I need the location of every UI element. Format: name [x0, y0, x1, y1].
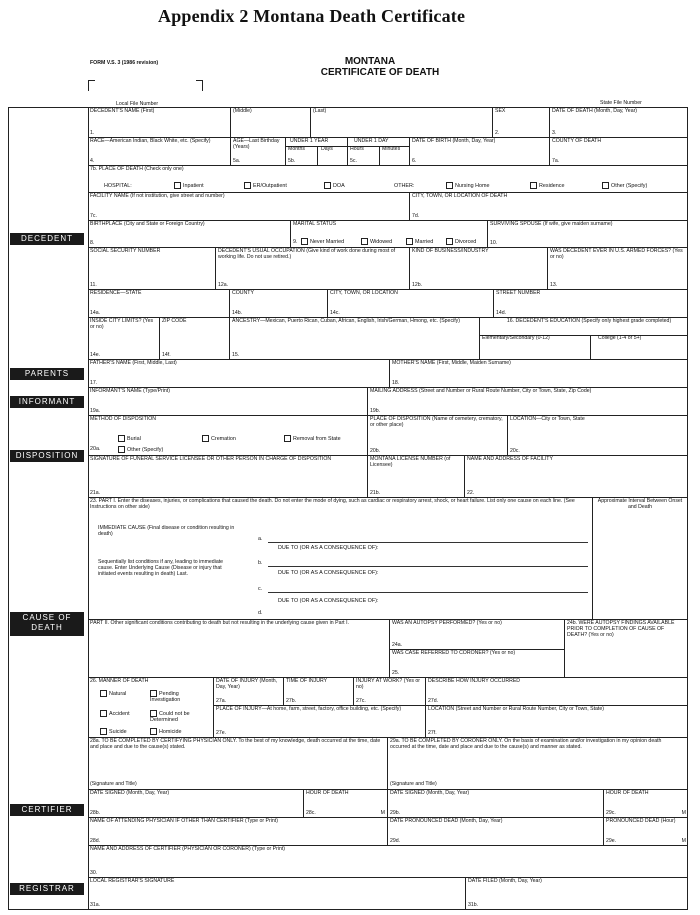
cause-line-c[interactable]: [268, 592, 588, 593]
local-file-number: Local File Number: [116, 101, 159, 107]
form-title: CERTIFICATE OF DEATH: [320, 67, 440, 78]
married-option[interactable]: Married: [406, 238, 433, 245]
file-bracket-left: [88, 80, 95, 91]
due-to-label: DUE TO (OR AS A CONSEQUENCE OF):: [278, 570, 379, 576]
race-field[interactable]: RACE—American Indian, Black White, etc. (Specify) 4.: [88, 138, 231, 166]
occupation-field[interactable]: DECEDENT'S USUAL OCCUPATION (Give kind of work done during most of working life. Do not use retired.) 12a.: [216, 248, 410, 290]
label: LOCATION—City or Town, State: [510, 416, 585, 422]
marital-status-field: MARITAL STATUS 9. Never Married Widowed Married Divorced: [291, 221, 488, 248]
label: COUNTY: [232, 290, 254, 296]
label: DECEDENT'S NAME (First): [90, 108, 155, 114]
checkbox[interactable]: [174, 182, 181, 189]
section-cause-of-death: CAUSE OF DEATH: [10, 612, 84, 636]
label: DATE OF DEATH (Month, Day, Year): [552, 108, 638, 114]
physician-date-signed-field[interactable]: DATE SIGNED (Month, Day, Year) 28b.: [88, 790, 304, 818]
attending-physician-field[interactable]: NAME OF ATTENDING PHYSICIAN IF OTHER THAN CERTIFIER (Type or Print) 28d.: [88, 818, 388, 846]
label: ZIP CODE: [162, 318, 187, 324]
homicide-option[interactable]: Homicide: [150, 728, 181, 735]
label: Minutes: [382, 146, 401, 152]
label: 24b. WERE AUTOPSY FINDINGS AVAILABLE PRIOR TO COMPLETION OF CAUSE OF DEATH? (Yes or no): [567, 620, 675, 638]
label: ANCESTRY—Mexican, Puerto Rican, Cuban, African, English, Irish/German, Hmong, etc. (Specify): [232, 318, 460, 324]
label: (Last): [313, 108, 327, 114]
form-revision: FORM V.S. 3 (1986 revision): [90, 60, 159, 66]
label: (Middle): [233, 108, 252, 114]
mailing-address-field[interactable]: MAILING ADDRESS (Street and Number or Rural Route Number, City or Town, State, Zip Code) 19b.: [368, 388, 688, 416]
cremation-option[interactable]: Cremation: [202, 435, 236, 442]
state-file-number: State File Number: [600, 100, 642, 106]
education-field: [480, 318, 688, 360]
city-of-death-field[interactable]: CITY, TOWN, OR LOCATION OF DEATH 7d.: [410, 193, 688, 221]
checkbox[interactable]: [100, 728, 107, 735]
decedent-first-name-field[interactable]: DECEDENT'S NAME (First) 1.: [88, 108, 231, 138]
label: CITY, TOWN, OR LOCATION OF DEATH: [412, 193, 508, 199]
checkbox[interactable]: [150, 728, 157, 735]
facility-address-field[interactable]: NAME AND ADDRESS OF FACILITY 22.: [465, 456, 688, 498]
license-number-field[interactable]: MONTANA LICENSE NUMBER (of Licensee) 21b.: [368, 456, 465, 498]
hospital-label: HOSPITAL:: [104, 183, 132, 189]
widowed-option[interactable]: Widowed: [361, 238, 392, 245]
label: STREET NUMBER: [496, 290, 541, 296]
due-to-label: DUE TO (OR AS A CONSEQUENCE OF):: [278, 545, 379, 551]
label: Approximate Interval Between Onset and Death: [597, 498, 683, 510]
label: DATE SIGNED (Month, Day, Year): [90, 790, 170, 796]
checkbox[interactable]: [118, 435, 125, 442]
immediate-cause-label: IMMEDIATE CAUSE (Final disease or condition resulting in death): [98, 525, 235, 537]
injury-at-work-field[interactable]: INJURY AT WORK? (Yes or no) 27c.: [354, 678, 426, 706]
form-state: MONTANA: [344, 56, 396, 67]
location-disposition-field[interactable]: LOCATION—City or Town, State 20c.: [508, 416, 688, 456]
checkbox[interactable]: [100, 710, 107, 717]
label: WAS DECEDENT EVER IN U.S. ARMED FORCES? (Yes or no): [550, 248, 683, 260]
label: FATHER'S NAME (First, Middle, Last): [90, 360, 177, 366]
label: Hours: [350, 146, 364, 152]
label: Days: [321, 146, 333, 152]
natural-option[interactable]: Natural: [100, 690, 126, 697]
label: DATE OF INJURY (Month, Day, Year): [216, 678, 278, 690]
label: HOUR OF DEATH: [606, 790, 649, 796]
checkbox[interactable]: [406, 238, 413, 245]
suicide-option[interactable]: Suicide: [100, 728, 127, 735]
birthplace-field[interactable]: BIRTHPLACE (City and State or Foreign Country) 8.: [88, 221, 291, 248]
residence-city-field[interactable]: CITY, TOWN, OR LOCATION 14c.: [328, 290, 494, 318]
signature-title-label: (Signature and Title): [90, 781, 137, 787]
mother-name-field[interactable]: MOTHER'S NAME (First, Middle, Maiden Surname) 18.: [390, 360, 688, 388]
label: 16. DECEDENT'S EDUCATION (Specify only highest grade completed): [506, 318, 672, 324]
label: AGE—Last Birthday (Years): [233, 138, 280, 150]
file-bracket-right: [196, 80, 203, 91]
label: MOTHER'S NAME (First, Middle, Maiden Surname): [392, 360, 511, 366]
armed-forces-field[interactable]: WAS DECEDENT EVER IN U.S. ARMED FORCES? (Yes or no) 13.: [548, 248, 688, 290]
father-name-field[interactable]: FATHER'S NAME (First, Middle, Last) 17.: [88, 360, 390, 388]
date-of-birth-field[interactable]: DATE OF BIRTH (Month, Day, Year) 6.: [410, 138, 550, 166]
label: INFORMANT'S NAME (Type/Print): [90, 388, 170, 394]
label: LOCAL REGISTRAR'S SIGNATURE: [90, 878, 175, 884]
label: PART II. Other significant conditions contributing to death but not resulting in the underlying cause given in Part I.: [90, 620, 349, 626]
label: MONTANA LICENSE NUMBER (of Licensee): [370, 456, 451, 468]
sex-field[interactable]: SEX 2.: [493, 108, 550, 138]
date-pronounced-field[interactable]: DATE PRONOUNCED DEAD (Month, Day, Year) 29d.: [388, 818, 604, 846]
label: SEX: [495, 108, 506, 114]
label: MARITAL STATUS: [293, 221, 337, 227]
other-specify-option[interactable]: Other (Specify): [602, 182, 647, 189]
label: RESIDENCE—STATE: [90, 290, 142, 296]
label: Months: [288, 146, 306, 152]
label: MAILING ADDRESS (Street and Number or Rural Route Number, City or Town, State, Zip Code): [370, 388, 592, 394]
label: DATE PRONOUNCED DEAD (Month, Day, Year): [390, 818, 503, 824]
checkbox[interactable]: [324, 182, 331, 189]
part-two-field[interactable]: [88, 620, 390, 678]
coroner-certification-field[interactable]: [388, 738, 688, 790]
label: NAME OF ATTENDING PHYSICIAN IF OTHER THAN CERTIFIER (Type or Print): [90, 818, 278, 824]
cause-line-b[interactable]: [268, 566, 588, 567]
checkbox[interactable]: [361, 238, 368, 245]
checkbox[interactable]: [446, 182, 453, 189]
label: TIME OF INJURY: [286, 678, 328, 684]
checkbox[interactable]: [244, 182, 251, 189]
checkbox[interactable]: [118, 446, 125, 453]
label: PRONOUNCED DEAD (Hour): [606, 818, 676, 824]
label: WAS AN AUTOPSY PERFORMED? (Yes or no): [392, 620, 502, 626]
age-field[interactable]: AGE—Last Birthday (Years) 5a.: [231, 138, 286, 166]
decedent-last-name-field[interactable]: [311, 108, 493, 138]
coroner-hour-field[interactable]: HOUR OF DEATH 29c. M: [606, 790, 686, 816]
label: KIND OF BUSINESS/INDUSTRY: [412, 248, 489, 254]
inpatient-option[interactable]: Inpatient: [174, 182, 204, 189]
never-married-option[interactable]: Never Married: [301, 238, 344, 245]
label: SOCIAL SECURITY NUMBER: [90, 248, 161, 254]
label: RACE—American Indian, Black White, etc. (Specify): [90, 138, 211, 144]
label: DECEDENT'S USUAL OCCUPATION (Give kind of work done during most of working life. Do not use retired.): [218, 248, 396, 260]
label: CITY, TOWN, OR LOCATION: [330, 290, 398, 296]
decedent-middle-name-field[interactable]: [231, 108, 311, 138]
label: DATE OF BIRTH (Month, Day, Year): [412, 138, 496, 144]
label: 7b. PLACE OF DEATH (Check only one): [90, 166, 184, 172]
college-label: College (1-4 or 5+): [598, 335, 642, 341]
checkbox[interactable]: [100, 690, 107, 697]
elementary-label: Elementary/Secondary (0-12): [482, 335, 550, 341]
burial-option[interactable]: Burial: [118, 435, 141, 442]
date-of-death-field[interactable]: DATE OF DEATH (Month, Day, Year) 3.: [550, 108, 688, 138]
residence-state-field[interactable]: RESIDENCE—STATE 14a.: [88, 290, 230, 318]
section-decedent: DECEDENT: [10, 233, 84, 245]
label: INJURY AT WORK? (Yes or no): [356, 678, 420, 690]
ancestry-field[interactable]: ANCESTRY—Mexican, Puerto Rican, Cuban, African, English, Irish/German, Hmong, etc. (Specify) 15.: [230, 318, 480, 360]
informant-name-field[interactable]: INFORMANT'S NAME (Type/Print) 19a.: [88, 388, 368, 416]
place-of-disposition-field[interactable]: PLACE OF DISPOSITION (Name of cemetery, crematory, or other place) 20b.: [368, 416, 508, 456]
signature-title-label: (Signature and Title): [390, 781, 437, 787]
checkbox[interactable]: [301, 238, 308, 245]
label: DATE SIGNED (Month, Day, Year): [390, 790, 470, 796]
autopsy-findings-field[interactable]: [565, 620, 688, 678]
appendix-title: Appendix 2 Montana Death Certificate: [158, 6, 466, 26]
describe-injury-field[interactable]: DESCRIBE HOW INJURY OCCURRED 27d.: [426, 678, 688, 706]
sequential-label: Sequentially list conditions if any, leading to immediate cause. Enter Underlying Cause (Disease or injury that initiated events resulting in death) Last.: [98, 559, 224, 577]
coroner-date-signed-field[interactable]: DATE SIGNED (Month, Day, Year) 29b.: [388, 790, 604, 818]
funeral-signature-field[interactable]: SIGNATURE OF FUNERAL SERVICE LICENSEE OR OTHER PERSON IN CHARGE OF DISPOSITION 21a.: [88, 456, 368, 498]
section-parents: PARENTS: [10, 368, 84, 380]
under-one-year-field[interactable]: UNDER 1 YEAR Months Days 5b.: [286, 138, 348, 166]
location-of-injury-field[interactable]: LOCATION (Street and Number or Rural Route Number, City or Town, State) 27f.: [426, 706, 688, 738]
coroner-referral-field[interactable]: WAS CASE REFERRED TO CORONER? (Yes or no) 25.: [390, 650, 565, 678]
zip-code-field[interactable]: ZIP CODE 14f.: [160, 318, 230, 360]
place-of-injury-field[interactable]: PLACE OF INJURY—At home, farm, street, factory, office building, etc. (Specify) 27e.: [214, 706, 426, 738]
label: INSIDE CITY LIMITS? (Yes or no): [90, 318, 154, 330]
label: NAME AND ADDRESS OF CERTIFIER (PHYSICIAN OR CORONER) (Type or Print): [90, 846, 286, 852]
residence-county-field[interactable]: COUNTY 14b.: [230, 290, 328, 318]
part-one-field: 23. PART I. Enter the diseases, injuries, or complications that caused the death. Do not enter the mode of dying, such as cardiac or respiratory arrest, shock, or heart failure. List only one cause on each line. (See Instructions on other side) IMMEDIATE CAUSE (Final disease or condition resulting in death) a. DUE TO (OR AS A CONSEQUENCE OF): Sequentially list conditions if any, leading to immediate cause. Enter Underlying Cause (Disease or injury that initiated events resulting in death) Last. b. DUE TO (OR AS A CONSEQUENCE OF): c. DUE TO (OR AS A CONSEQUENCE OF): d.: [88, 498, 593, 620]
label: HOUR OF DEATH: [306, 790, 349, 796]
due-to-label: DUE TO (OR AS A CONSEQUENCE OF):: [278, 598, 379, 604]
section-certifier: CERTIFIER: [10, 804, 84, 816]
other-label: OTHER:: [394, 183, 415, 189]
other-disposition-option[interactable]: Other (Specify): [118, 446, 163, 453]
label: 23. PART I. Enter the diseases, injuries, or complications that caused the death. Do not enter the mode of dying, such as cardiac or respiratory arrest, shock, or heart failure. List only one cause on each line. (See Instructions on other side): [90, 498, 575, 510]
label: PLACE OF DISPOSITION (Name of cemetery, crematory, or other place): [370, 416, 503, 428]
er-outpatient-option[interactable]: ER/Outpatient: [244, 182, 287, 189]
business-field[interactable]: KIND OF BUSINESS/INDUSTRY 12b.: [410, 248, 548, 290]
time-of-injury-field[interactable]: TIME OF INJURY 27b.: [284, 678, 354, 706]
checkbox[interactable]: [150, 710, 157, 717]
checkbox[interactable]: [530, 182, 537, 189]
label: UNDER 1 DAY: [354, 138, 389, 144]
section-registrar: REGISTRAR: [10, 883, 84, 895]
doa-option[interactable]: DOA: [324, 182, 345, 189]
hour-pronounced-field[interactable]: PRONOUNCED DEAD (Hour) 29e. M: [606, 818, 686, 844]
section-disposition: DISPOSITION: [10, 450, 84, 462]
registrar-signature-field[interactable]: LOCAL REGISTRAR'S SIGNATURE 31a.: [88, 878, 466, 909]
checkbox[interactable]: [202, 435, 209, 442]
label: PLACE OF INJURY—At home, farm, street, factory, office building, etc. (Specify): [216, 706, 402, 712]
label: SURVIVING SPOUSE (If wife, give maiden surname): [490, 221, 613, 227]
label: FACILITY NAME (If not institution, give street and number): [90, 193, 225, 199]
manner-of-death-field: [88, 678, 214, 738]
label: SIGNATURE OF FUNERAL SERVICE LICENSEE OR OTHER PERSON IN CHARGE OF DISPOSITION: [90, 456, 332, 462]
date-filed-field[interactable]: DATE FILED (Month, Day, Year) 31b.: [468, 878, 542, 908]
label: NAME AND ADDRESS OF FACILITY: [467, 456, 553, 462]
certifier-address-field[interactable]: NAME AND ADDRESS OF CERTIFIER (PHYSICIAN OR CORONER) (Type or Print) 30.: [88, 846, 688, 878]
checkbox[interactable]: [150, 690, 157, 697]
autopsy-field[interactable]: WAS AN AUTOPSY PERFORMED? (Yes or no) 24a.: [390, 620, 565, 650]
place-of-death-field: [88, 166, 688, 193]
label: WAS CASE REFERRED TO CORONER? (Yes or no): [392, 650, 516, 656]
method-of-disposition-field: METHOD OF DISPOSITION Burial Cremation Removal from State 20a. Other (Specify): [88, 416, 368, 456]
removal-option[interactable]: Removal from State: [284, 435, 341, 442]
checkbox[interactable]: [602, 182, 609, 189]
label: DATE FILED (Month, Day, Year): [468, 878, 542, 884]
residence-option[interactable]: Residence: [530, 182, 564, 189]
county-of-death-field[interactable]: COUNTY OF DEATH 7a.: [550, 138, 688, 166]
accident-option[interactable]: Accident: [100, 710, 130, 717]
undetermined-option[interactable]: Could not be Determined: [150, 710, 190, 723]
label: UNDER 1 YEAR: [290, 138, 329, 144]
pending-option[interactable]: Pending Investigation: [150, 690, 181, 703]
ssn-field[interactable]: SOCIAL SECURITY NUMBER 11.: [88, 248, 216, 290]
label: 26. MANNER OF DEATH: [90, 678, 149, 684]
street-number-field[interactable]: STREET NUMBER 14d.: [494, 290, 688, 318]
nursing-home-option[interactable]: Nursing Home: [446, 182, 489, 189]
physician-hour-field[interactable]: HOUR OF DEATH 28c. M: [304, 790, 388, 818]
physician-certification-field[interactable]: [88, 738, 388, 790]
inside-city-limits-field[interactable]: INSIDE CITY LIMITS? (Yes or no) 14e.: [88, 318, 160, 360]
divorced-option[interactable]: Divorced: [446, 238, 476, 245]
checkbox[interactable]: [284, 435, 291, 442]
section-informant: INFORMANT: [10, 396, 84, 408]
interval-field[interactable]: [593, 498, 688, 620]
facility-name-field[interactable]: FACILITY NAME (If not institution, give street and number) 7c.: [88, 193, 410, 221]
label: 29a. TO BE COMPLETED BY CORONER ONLY. On the basis of examination and/or investigation in my opinion death occurred at the time, date and place and due to the cause(s) and manner as stated.: [390, 738, 662, 750]
label: 28a. TO BE COMPLETED BY CERTIFYING PHYSICIAN ONLY. To the best of my knowledge, death occurred at the time, date and place and due to the cause(s) stated.: [90, 738, 381, 750]
label: LOCATION (Street and Number or Rural Route Number, City or Town, State): [428, 706, 604, 712]
date-of-injury-field[interactable]: DATE OF INJURY (Month, Day, Year) 27a.: [214, 678, 284, 706]
label: BIRTHPLACE (City and State or Foreign Country): [90, 221, 205, 227]
label: COUNTY OF DEATH: [552, 138, 602, 144]
cause-line-a[interactable]: [268, 542, 588, 543]
under-one-day-field[interactable]: UNDER 1 DAY Hours Minutes 5c.: [348, 138, 410, 166]
surviving-spouse-field[interactable]: SURVIVING SPOUSE (If wife, give maiden surname) 10.: [488, 221, 688, 248]
label: METHOD OF DISPOSITION: [90, 416, 156, 422]
label: DESCRIBE HOW INJURY OCCURRED: [428, 678, 521, 684]
checkbox[interactable]: [446, 238, 453, 245]
